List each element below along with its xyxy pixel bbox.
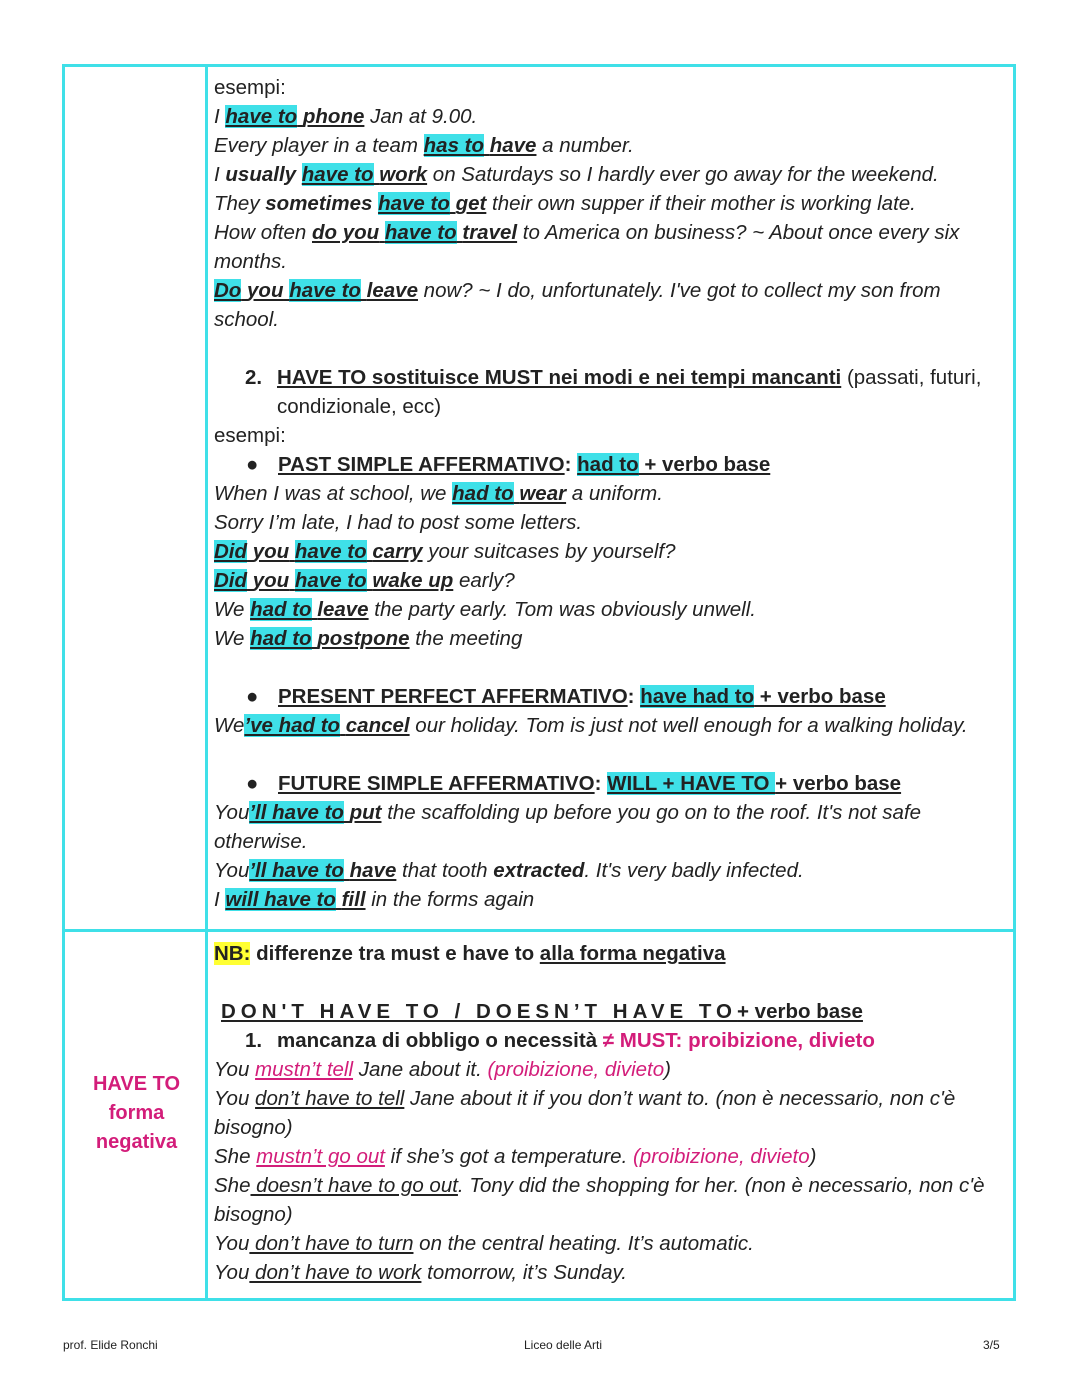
present-perfect-heading: ● PRESENT PERFECT AFFERMATIVO: have had to + verbo base	[246, 685, 886, 708]
example-line: Do you have to leave now? ~ I do, unfortunately. I've got to collect my son from	[214, 279, 941, 302]
affirmative-examples	[214, 73, 981, 914]
example-line: She doesn’t have to go out. Tony did the shopping for her. (non è necessario, non c'è	[214, 1174, 985, 1197]
example-line: bisogno)	[214, 1116, 293, 1139]
example-line: otherwise.	[214, 830, 308, 853]
dont-have-to-heading: DON'T HAVE TO / DOESN’T HAVE TO+ verbo base	[221, 1000, 863, 1023]
footer-page-number: 3/5	[983, 1338, 1000, 1352]
example-line: bisogno)	[214, 1203, 293, 1226]
numbered-point-2-cont: condizionale, ecc)	[277, 395, 442, 418]
negative-examples	[214, 939, 985, 1287]
example-line: You don’t have to work tomorrow, it’s Sunday.	[214, 1261, 627, 1284]
esempi-heading: esempi:	[214, 424, 286, 447]
example-line: You mustn’t tell Jane about it. (proibizione, divieto)	[214, 1058, 671, 1081]
example-line: We had to leave the party early. Tom was obviously unwell.	[214, 598, 756, 621]
numbered-point-1: 1. mancanza di obbligo o necessità ≠ MUST: proibizione, divieto	[245, 1029, 875, 1052]
example-line: We’ve had to cancel our holiday. Tom is just not well enough for a walking holiday.	[214, 714, 968, 737]
example-line: I usually have to work on Saturdays so I hardly ever go away for the weekend.	[214, 163, 939, 186]
footer-school: Liceo delle Arti	[524, 1338, 603, 1352]
row-divider	[65, 929, 1013, 932]
example-line: school.	[214, 308, 279, 331]
example-line: You don’t have to turn on the central heating. It’s automatic.	[214, 1232, 754, 1255]
example-line: When I was at school, we had to wear a uniform.	[214, 482, 663, 505]
example-line: They sometimes have to get their own supper if their mother is working late.	[214, 192, 916, 215]
footer-author: prof. Elide Ronchi	[63, 1338, 158, 1352]
example-line: You don’t have to tell Jane about it if you don’t want to. (non è necessario, non c'è	[214, 1087, 956, 1110]
numbered-point-2: 2. HAVE TO sostituisce MUST nei modi e nei tempi mancanti (passati, futuri,	[245, 366, 982, 389]
example-line: Every player in a team has to have a number.	[214, 134, 634, 157]
example-line: months.	[214, 250, 287, 273]
example-line: Did you have to wake up early?	[214, 569, 515, 592]
example-line: Did you have to carry your suitcases by yourself?	[214, 540, 676, 563]
section-label-negative: HAVE TO forma negativa	[92, 1073, 181, 1153]
example-line: Sorry I’m late, I had to post some letters.	[214, 511, 583, 534]
example-line: How often do you have to travel to America on business? ~ About once every six	[214, 221, 960, 244]
example-line: She mustn’t go out if she’s got a temperature. (proibizione, divieto)	[214, 1145, 817, 1168]
example-line: You’ll have to have that tooth extracted. It's very badly infected.	[214, 859, 804, 882]
past-simple-heading: ● PAST SIMPLE AFFERMATIVO: had to + verbo base	[246, 453, 771, 476]
nb-note: NB: differenze tra must e have to alla forma negativa	[214, 942, 726, 965]
example-line: We had to postpone the meeting	[214, 627, 523, 650]
example-line: I have to phone Jan at 9.00.	[214, 105, 478, 128]
example-line: I will have to fill in the forms again	[214, 888, 535, 911]
example-line: You’ll have to put the scaffolding up before you go on to the roof. It's not safe	[214, 801, 922, 824]
esempi-heading: esempi:	[214, 76, 286, 99]
future-simple-heading: ● FUTURE SIMPLE AFFERMATIVO: WILL + HAVE TO + verbo base	[246, 772, 902, 795]
